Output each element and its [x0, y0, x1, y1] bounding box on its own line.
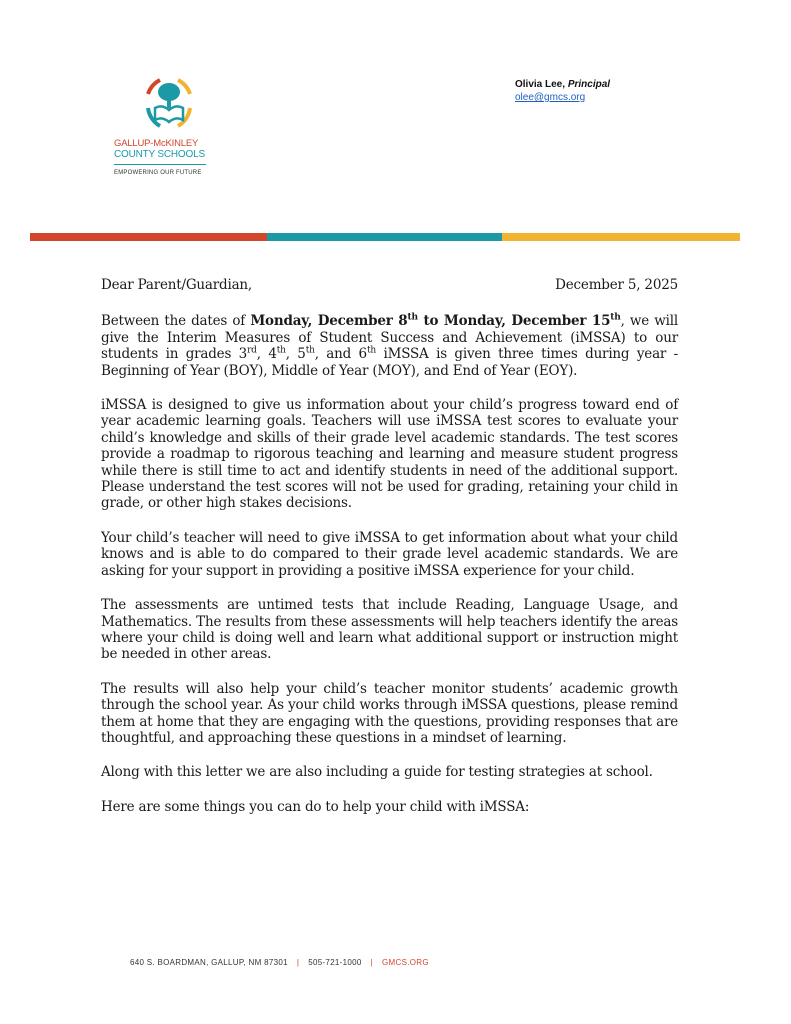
- letter-date: December 5, 2025: [555, 277, 678, 293]
- principal-name: Olivia Lee,: [515, 79, 566, 90]
- district-name-line2: COUNTY SCHOOLS: [114, 149, 205, 160]
- paragraph-testing-dates: Between the dates of Monday, December 8th to Monday, December 15th, we will give the Interim Measures of Student Success and Achievement (iMSSA) to our students in grades 3rd, 4th, 5th, and 6th iMSSA is given three times during year -Beginning of Year (BOY), Middle of Year (MOY), and End of Year (EOY).: [101, 312, 679, 379]
- logo-divider: [114, 164, 206, 165]
- footer-phone: 505-721-1000: [308, 958, 362, 967]
- paragraph-assessments: The assessments are untimed tests that include Reading, Language Usage, and Mathematics. The results from these assessments will help teachers identify the areas where your child is doing well and learn what additional support or instruction might be needed in other areas.: [101, 597, 678, 663]
- footer-separator: |: [370, 958, 374, 967]
- district-logo: [108, 72, 228, 176]
- district-tagline: EMPOWERING OUR FUTURE: [114, 170, 202, 176]
- footer-address: 640 S. BOARDMAN, GALLUP, NM 87301: [130, 958, 288, 967]
- footer-separator: |: [296, 958, 300, 967]
- salutation-row: [101, 277, 678, 293]
- letter-footer: [130, 958, 429, 967]
- header-stripe-gold: [502, 233, 740, 241]
- principal-contact: [515, 78, 610, 104]
- paragraph-purpose: iMSSA is designed to give us information about your child’s progress toward end of year academic learning goals. Teachers will use iMSSA test scores to evaluate your child’s knowledge and skills of their grade level academic standards. The test scores provide a roadmap to rigorous teaching and learning and measure student progress while there is still time to act and identify students in need of the additional support. Please understand the test scores will not be used for grading, retaining your child in grade, or other high stakes decisions.: [101, 397, 678, 512]
- principal-email-link[interactable]: olee@gmcs.org: [515, 92, 586, 103]
- letter-body: [101, 277, 678, 833]
- header-stripe-teal: [267, 233, 502, 241]
- header-stripe-red: [30, 233, 267, 241]
- greeting: Dear Parent/Guardian,: [101, 277, 253, 293]
- district-name-line1: GALLUP-McKINLEY: [114, 138, 199, 149]
- paragraph-help-list-intro: Here are some things you can do to help your child with iMSSA:: [101, 798, 530, 815]
- book-tree-icon: [138, 72, 200, 134]
- testing-dates: Monday, December 8th to Monday, December 15th: [250, 312, 621, 330]
- paragraph-growth: The results will also help your child’s teacher monitor students’ academic growth through the school year. As your child works through iMSSA questions, please remind them at home that they are engaging with the questions, providing responses that are thoughtful, and approaching these questions in a mindset of learning.: [101, 680, 678, 746]
- footer-website-link[interactable]: GMCS.ORG: [382, 958, 429, 967]
- paragraph-guide: Along with this letter we are also including a guide for testing strategies at school.: [101, 764, 653, 781]
- principal-title: Principal: [567, 79, 611, 90]
- paragraph-teacher-support: Your child’s teacher will need to give iMSSA to get information about what your child knows and is able to do compared to their grade level academic standards. We are asking for your support in providing a positive iMSSA experience for your child.: [101, 529, 678, 579]
